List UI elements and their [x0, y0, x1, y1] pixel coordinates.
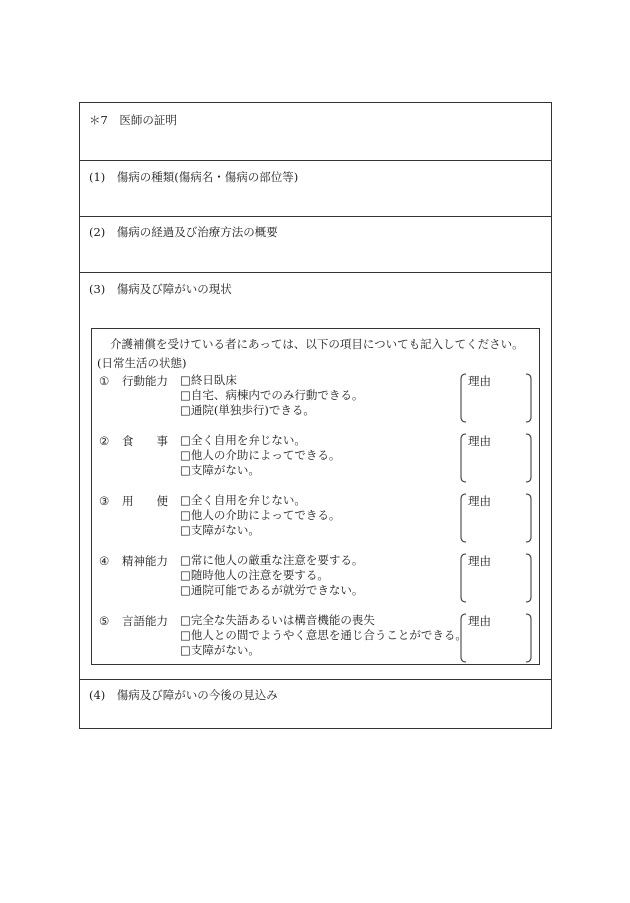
item-label: 食 事	[122, 434, 168, 448]
divider	[80, 272, 551, 273]
option-checkbox[interactable]: □全く自用を弁じない。	[180, 433, 306, 447]
q4-future-outlook: (4) 傷病及び障がいの今後の見込み	[89, 688, 278, 702]
divider	[80, 160, 551, 161]
option-checkbox[interactable]: □他人との間でようやく意思を通じ合うことができる。	[180, 628, 467, 642]
care-instruction: 介護補償を受けている者にあっては、以下の項目についても記入してください。	[110, 337, 524, 351]
option-checkbox[interactable]: □全く自用を弁じない。	[180, 493, 306, 507]
option-checkbox[interactable]: □他人の介助によってできる。	[180, 508, 341, 522]
reason-label: 理由	[468, 554, 491, 568]
reason-field[interactable]	[460, 553, 532, 603]
option-checkbox[interactable]: □他人の介助によってできる。	[180, 448, 341, 462]
item-number: ③	[99, 494, 110, 508]
reason-label: 理由	[468, 434, 491, 448]
reason-label: 理由	[468, 614, 491, 628]
q3-current-status: (3) 傷病及び障がいの現状	[89, 282, 232, 296]
divider	[80, 216, 551, 217]
reason-field[interactable]	[460, 613, 532, 663]
item-number: ④	[99, 554, 110, 568]
reason-field[interactable]	[460, 373, 532, 423]
medical-certificate-form	[79, 102, 552, 729]
item-label: 精神能力	[122, 554, 168, 568]
option-checkbox[interactable]: □通院(単独歩行)できる。	[180, 403, 315, 417]
reason-field[interactable]	[460, 493, 532, 543]
option-checkbox[interactable]: □随時他人の注意を要する。	[180, 568, 329, 582]
option-checkbox[interactable]: □終日臥床	[180, 373, 237, 387]
option-checkbox[interactable]: □支障がない。	[180, 523, 260, 537]
option-checkbox[interactable]: □自宅、病棟内でのみ行動できる。	[180, 388, 364, 402]
option-checkbox[interactable]: □支障がない。	[180, 463, 260, 477]
care-compensation-box	[91, 328, 540, 665]
item-label: 言語能力	[122, 614, 168, 628]
daily-life-heading: (日常生活の状態)	[97, 356, 187, 370]
q2-treatment-summary: (2) 傷病の経過及び治療方法の概要	[89, 225, 278, 239]
item-label: 行動能力	[122, 374, 168, 388]
reason-label: 理由	[468, 374, 491, 388]
option-checkbox[interactable]: □完全な失語あるいは構音機能の喪失	[180, 613, 375, 627]
reason-label: 理由	[468, 494, 491, 508]
section-title: ＊7 医師の証明	[89, 113, 177, 127]
divider	[80, 679, 551, 680]
item-number: ⑤	[99, 614, 110, 628]
item-label: 用 便	[122, 494, 168, 508]
item-number: ②	[99, 434, 110, 448]
option-checkbox[interactable]: □通院可能であるが就労できない。	[180, 583, 364, 597]
reason-field[interactable]	[460, 433, 532, 483]
option-checkbox[interactable]: □常に他人の厳重な注意を要する。	[180, 553, 364, 567]
option-checkbox[interactable]: □支障がない。	[180, 643, 260, 657]
item-number: ①	[99, 374, 110, 388]
q1-injury-type: (1) 傷病の種類(傷病名・傷病の部位等)	[89, 170, 299, 184]
